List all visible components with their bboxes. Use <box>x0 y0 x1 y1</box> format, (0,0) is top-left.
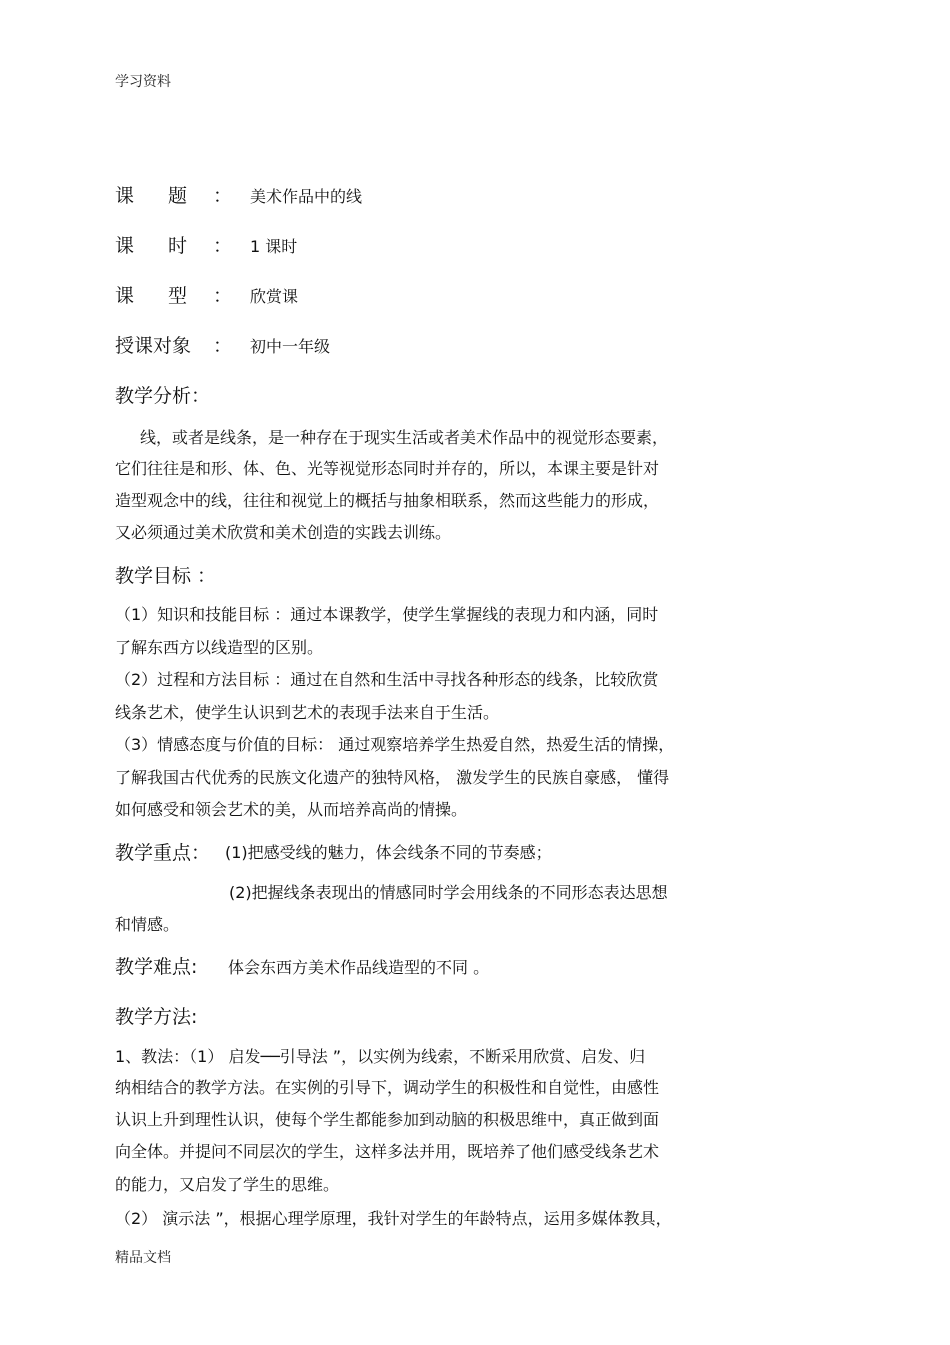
page-header: 学习资料 <box>115 74 171 90</box>
methods-line: 向全体。并提问不同层次的学生，这样多法并用，既培养了他们感受线条艺术 <box>115 1142 660 1161</box>
section-heading-methods: 教学方法: <box>115 1006 198 1028</box>
key-point-item: (1)把感受线的魅力，体会线条不同的节奏感； <box>225 843 552 862</box>
info-colon: ： <box>213 335 233 357</box>
info-value-topic: 美术作品中的线 <box>250 187 363 206</box>
difficulty-text: 体会东西方美术作品线造型的不同 。 <box>228 958 490 977</box>
goals-line: （3）情感态度与价值的目标： 通过观察培养学生热爱自然，热爱生活的情操， <box>115 735 675 754</box>
methods-line: （2） 演示法 ”，根据心理学原理，我针对学生的年龄特点，运用多媒体教具， <box>115 1209 672 1228</box>
section-heading-difficulty: 教学难点: <box>115 956 198 978</box>
goals-line: 了解我国古代优秀的民族文化遗产的独特风格， 激发学生的民族自豪感， 懂得 <box>115 768 670 787</box>
analysis-line: 又必须通过美术欣赏和美术创造的实践去训练。 <box>115 523 452 542</box>
key-point-item: (2)把握线条表现出的情感同时学会用线条的不同形态表达思想 <box>229 883 668 902</box>
methods-line: 的能力，又启发了学生的思维。 <box>115 1175 340 1194</box>
goals-line: （1）知识和技能目标 ：通过本课教学，使学生掌握线的表现力和内涵，同时 <box>115 605 659 624</box>
info-label-audience: 授课对象 <box>115 335 192 357</box>
analysis-line: 它们往往是和形、体、色、光等视觉形态同时并存的，所以，本课主要是针对 <box>115 459 660 478</box>
methods-line: 纳相结合的教学方法。在实例的引导下，调动学生的积极性和自觉性，由感性 <box>115 1078 660 1097</box>
info-value-type: 欣赏课 <box>250 287 299 306</box>
info-label-type: 课 型 <box>115 285 202 307</box>
info-label-hours: 课 时 <box>115 235 202 257</box>
section-heading-key-points: 教学重点： <box>115 842 211 864</box>
section-heading-goals: 教学目标 ： <box>115 565 217 587</box>
info-value-hours: 1 课时 <box>250 237 298 256</box>
goals-line: 了解东西方以线造型的区别。 <box>115 638 324 657</box>
analysis-line: 造型观念中的线，往往和视觉上的概括与抽象相联系，然而这些能力的形成， <box>115 491 660 510</box>
methods-line: 1、教法：（1） 启发──引导法 ”，以实例为线索，不断采用欣赏、启发、归 <box>115 1047 646 1066</box>
methods-line: 认识上升到理性认识，使每个学生都能参加到动脑的积极思维中，真正做到面 <box>115 1110 660 1129</box>
analysis-line: 线，或者是线条，是一种存在于现实生活或者美术作品中的视觉形态要素， <box>140 428 669 447</box>
section-heading-analysis: 教学分析： <box>115 385 211 407</box>
key-point-continuation: 和情感。 <box>115 915 180 934</box>
info-colon: ： <box>213 285 233 307</box>
info-label-topic: 课 题 <box>115 185 202 207</box>
page-footer: 精品文档 <box>115 1250 171 1266</box>
goals-line: 线条艺术，使学生认识到艺术的表现手法来自于生活。 <box>115 703 500 722</box>
info-value-audience: 初中一年级 <box>250 337 331 356</box>
goals-line: （2）过程和方法目标 ：通过在自然和生活中寻找各种形态的线条，比较欣赏 <box>115 670 659 689</box>
goals-line: 如何感受和领会艺术的美，从而培养高尚的情操。 <box>115 800 468 819</box>
info-colon: ： <box>213 235 233 257</box>
info-colon: ： <box>213 185 233 207</box>
